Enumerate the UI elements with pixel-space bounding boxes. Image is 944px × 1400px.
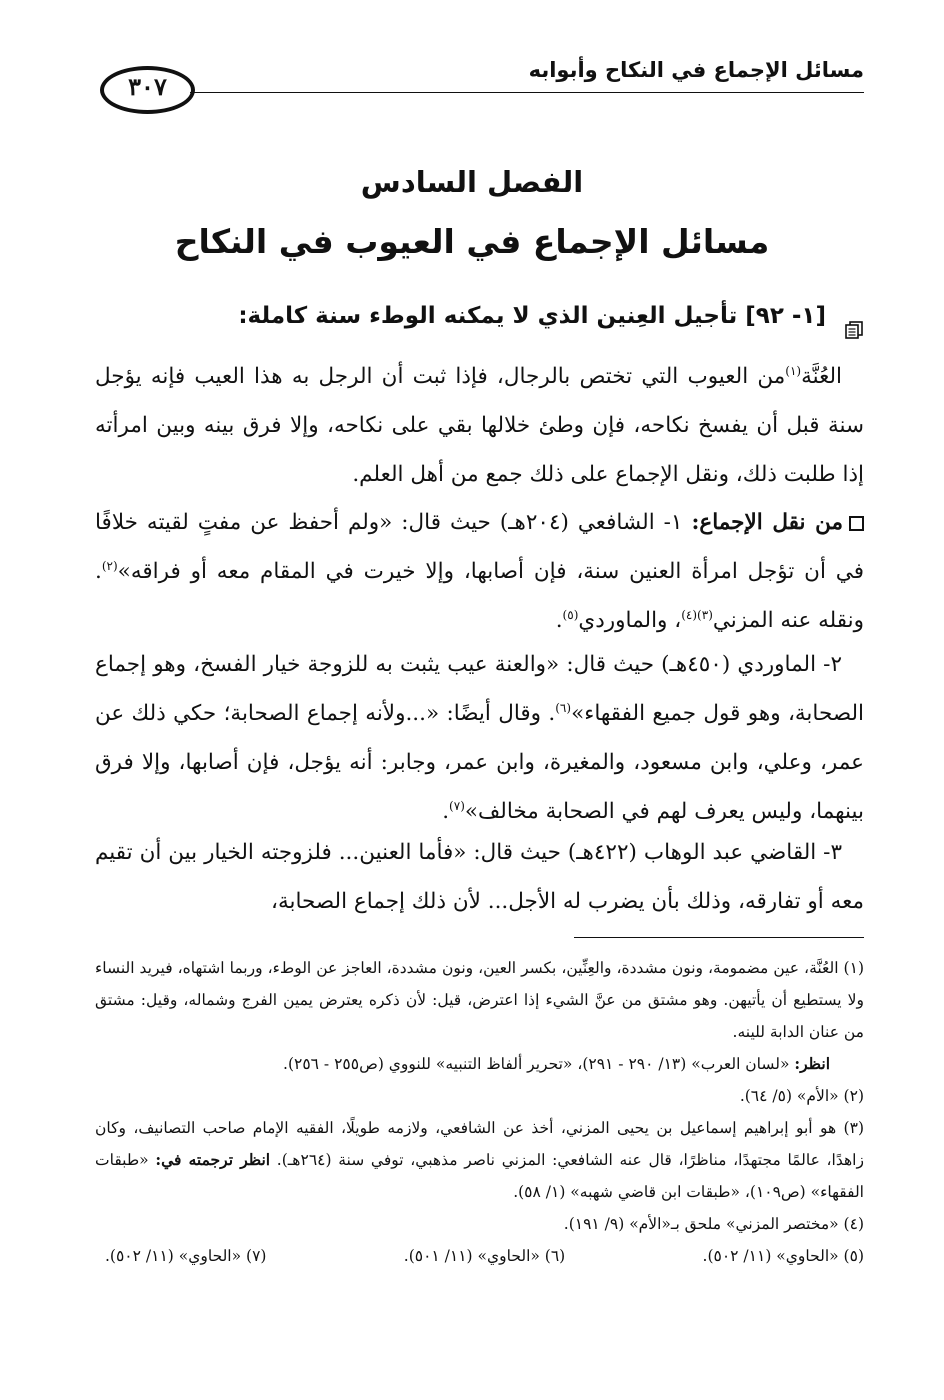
issue-title: تأجيل العِنين الذي لا يمكنه الوطء سنة كاملة: <box>238 303 738 329</box>
footnote-7: (٧) «الحاوي» (١١/ ٥٠٢). <box>105 1247 267 1265</box>
paragraph-text: . <box>555 608 563 633</box>
footnote-4: (٤) «مختصر المزني» ملحق بـ«الأم» (٩/ ١٩١). <box>563 1215 864 1233</box>
footnote-row <box>95 1240 864 1272</box>
footnote-ref: (٦) <box>555 700 572 715</box>
paragraph-text: . وقال أيضًا: «...ولأنه إجماع الصحابة؛ حكي ذلك عن عمر، وعلي، وابن مسعود، والمغيرة، وابن عمر، وجابر: أنه يؤجل، فإن أصابها، وإلا فرق بينهما، وليس يعرف لهم في الصحابة مخالف» <box>95 701 864 824</box>
footnote-3-text: (٣) هو أبو إبراهيم إسماعيل بن يحيى المزني، أخذ عن الشافعي، ولازمه طويلًا، الفقيه الإمام صاحب التصانيف، وكان زاهدًا، عالمًا مجتهدًا، مناظرًا، قال عنه الشافعي: المزني ناصر مذهبي، توفي سنة (٢٦٤هـ). <box>95 1119 864 1169</box>
paragraph-text: ١- الشافعي (٢٠٤هـ) حيث قال: «ولم أحفظ عن مفتٍ لقيته خلافًا في أن تؤجل امرأة العنين سنة، فإن أصابها، وإلا خيرت في المقام معه أو فراقه» <box>95 510 864 584</box>
footnote-ref: (١) <box>785 363 802 378</box>
see-text: «طبقات الفقهاء» (ص١٠٩)، «طبقات ابن قاضي شهبه» (١/ ٥٨). <box>95 1151 864 1201</box>
running-header-title: مسائل الإجماع في النكاح وأبوابه <box>528 58 864 82</box>
header-rule <box>190 92 864 93</box>
footnote-1: (١) العُنَّة، عين مضمومة، ونون مشددة، والعِنِّين، بكسر العين، ونون مشددة، العاجز عن الوطء، وربما اشتهاه، فيريد النساء ولا يستطيع أن يأتيهن. وهو مشتق من عنَّ الشيء إذا اعترض، قيل: لأن ذكره يعترض يمين الفرج وشماله، وقيل: مشتق من عنان الدابة للينه. <box>95 959 864 1041</box>
issue-heading <box>95 292 864 341</box>
footnote-ref: (٢) <box>101 558 118 573</box>
footnote-ref: (٥) <box>562 607 579 622</box>
paragraph-text: ٢- الماوردي (٤٥٠هـ) حيث قال: «والعنة عيب يثبت به للزوجة خيار الفسخ، وهو إجماع الصحابة، وهو قول جميع الفقهاء» <box>95 652 864 726</box>
footnote-ref: (٣)(٤) <box>681 607 713 622</box>
issue-number: [١- ٩٢] <box>745 303 826 329</box>
footnote-rule <box>574 937 864 938</box>
chapter-title: مسائل الإجماع في العيوب في النكاح <box>174 222 770 261</box>
paragraph-text: ، والماوردي <box>578 608 682 633</box>
term-word: العُنَّة <box>801 364 842 389</box>
paragraph-consensus-2 <box>95 640 864 836</box>
paragraph-text: . ونقله عنه المزني <box>95 559 864 633</box>
footnote-ref: (٧) <box>449 798 465 813</box>
footnote-3 <box>95 1112 864 1208</box>
paragraph-consensus-3: ٣- القاضي عبد الوهاب (٤٢٢هـ) حيث قال: «فأما العنين... فلزوجته الخيار بين أن تقيم معه أو تفارقه، وذلك بأن يضرب له الأجل... لأن ذلك إجماع الصحابة، <box>95 840 864 914</box>
footnote-6: (٦) «الحاوي» (١١/ ٥٠١). <box>403 1247 566 1265</box>
copy-icon <box>844 308 864 326</box>
paragraph-text: . <box>442 799 450 824</box>
paragraph-consensus-1 <box>95 498 864 645</box>
paragraph-intro <box>95 352 864 499</box>
see-label: انظر: <box>794 1054 830 1073</box>
section-label: من نقل الإجماع: <box>691 510 843 535</box>
square-bullet-icon <box>849 516 864 531</box>
footnote-1-see <box>95 1048 864 1080</box>
see-text: «لسان العرب» (١٣/ ٢٩٠ - ٢٩١)، «تحرير ألفاظ التنبيه» للنووي (ص٢٥٥ - ٢٥٦). <box>283 1055 790 1073</box>
footnotes <box>95 952 864 1272</box>
footnote-2: (٢) «الأم» (٥/ ٦٤). <box>739 1087 864 1105</box>
page-number: ٣٠٧ <box>128 72 167 101</box>
footnote-5: (٥) «الحاوي» (١١/ ٥٠٢). <box>702 1247 864 1265</box>
chapter-label: الفصل السادس <box>360 165 584 199</box>
see-label: انظر ترجمته في: <box>155 1150 271 1169</box>
paragraph-text: من العيوب التي تختص بالرجال، فإذا ثبت أن الرجل به هذا العيب فإنه يؤجل سنة قبل أن يفسخ نكاحه، فإن وطئ خلالها بقي على نكاحه، وإلا فرق بينه وبين امرأته إذا طلبت ذلك، ونقل الإجماع على ذلك جمع من أهل العلم. <box>95 364 864 487</box>
